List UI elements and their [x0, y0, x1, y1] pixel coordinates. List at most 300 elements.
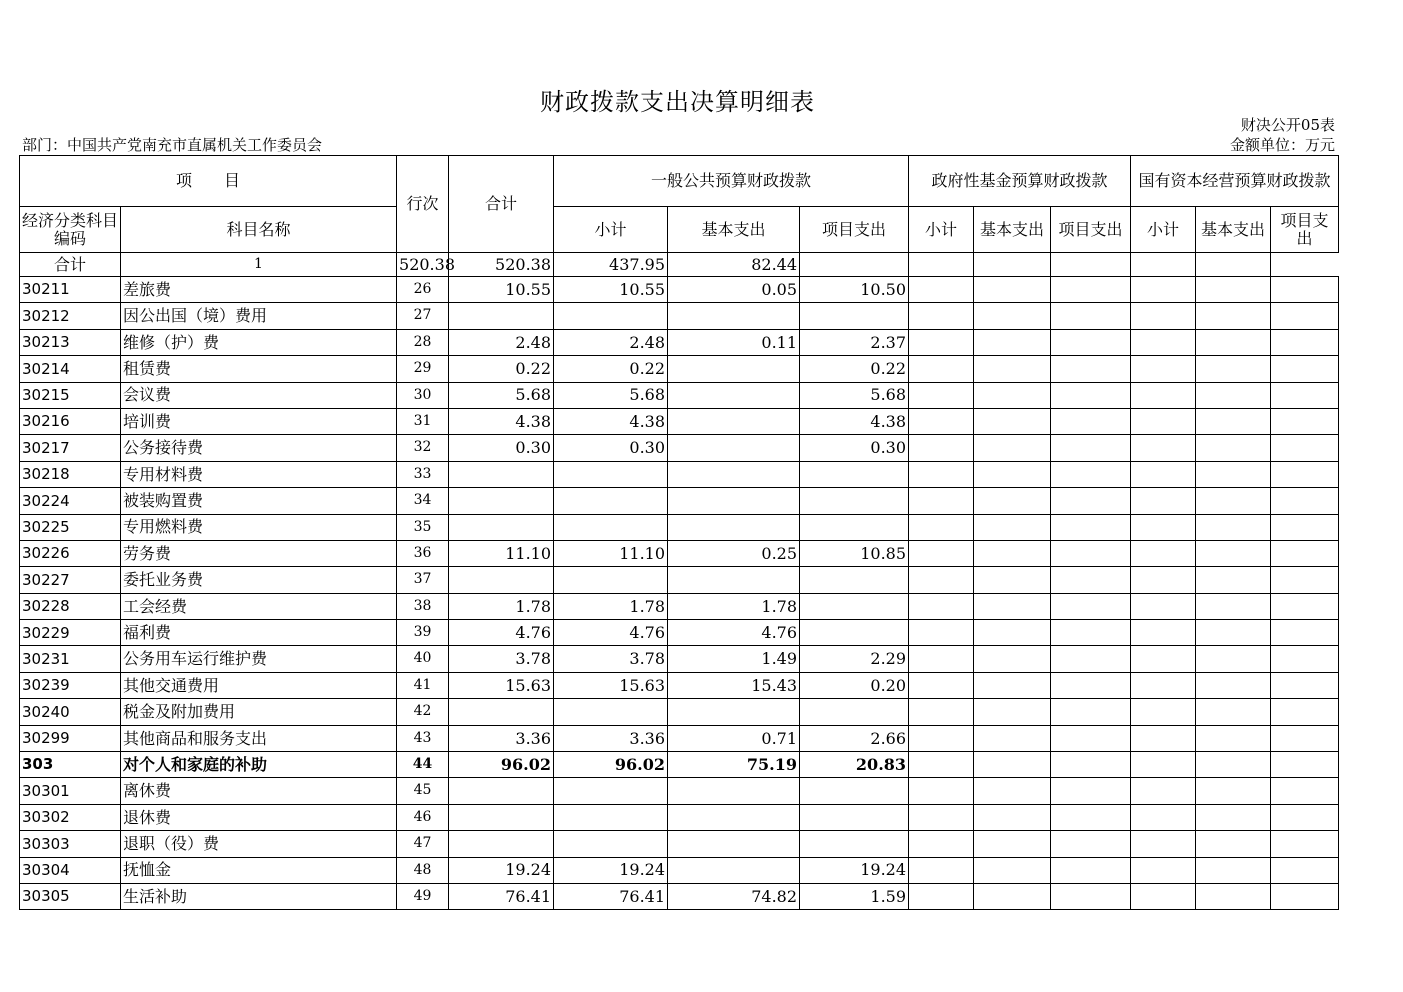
cell-sc-subtotal	[1131, 831, 1196, 857]
cell-gf-basic	[974, 567, 1051, 593]
cell-project: 0.20	[800, 672, 909, 698]
cell-subtotal: 1.78	[554, 593, 668, 619]
cell-basic	[668, 356, 800, 382]
cell-code: 30305	[20, 883, 121, 909]
cell-gf-basic	[974, 620, 1051, 646]
report-title: 财政拨款支出决算明细表	[540, 88, 815, 116]
cell-gf-subtotal	[909, 461, 974, 487]
table-row	[20, 488, 1339, 514]
cell-gf-subtotal	[909, 646, 974, 672]
header-subtotal: 小计	[554, 207, 668, 253]
table-row	[20, 435, 1339, 461]
cell-gf-subtotal	[909, 593, 974, 619]
cell-gf-basic	[974, 883, 1051, 909]
cell-row-no: 48	[397, 857, 449, 883]
cell-name: 公务用车运行维护费	[121, 646, 397, 672]
cell-sc-basic	[1196, 672, 1271, 698]
cell-row-no: 37	[397, 567, 449, 593]
cell-gf-project	[1051, 752, 1131, 778]
cell-row-no: 46	[397, 804, 449, 830]
cell-gf-basic	[974, 857, 1051, 883]
cell-row-no: 27	[397, 303, 449, 329]
cell-project: 5.68	[800, 382, 909, 408]
cell-total: 4.38	[449, 408, 554, 434]
cell-sc-basic	[1196, 699, 1271, 725]
header-econ-code: 经济分类科目编码	[20, 207, 121, 253]
cell-gf-subtotal	[909, 540, 974, 566]
cell-basic	[668, 461, 800, 487]
cell-basic	[668, 382, 800, 408]
cell-name: 劳务费	[121, 540, 397, 566]
cell-sc-project	[1271, 804, 1339, 830]
cell-code: 30224	[20, 488, 121, 514]
cell-sc-project	[1271, 778, 1339, 804]
cell-gf-basic	[974, 540, 1051, 566]
department-label: 部门：中国共产党南充市直属机关工作委员会	[22, 136, 323, 154]
cell-gf-basic	[974, 303, 1051, 329]
header-total: 合计	[449, 156, 554, 253]
cell-sc-subtotal	[1131, 329, 1196, 355]
cell-sc-basic	[1196, 488, 1271, 514]
cell-subtotal: 96.02	[554, 752, 668, 778]
table-row	[20, 356, 1339, 382]
cell-sc-project	[1271, 752, 1339, 778]
cell-total: 11.10	[449, 540, 554, 566]
cell-sc-basic	[1196, 277, 1271, 303]
cell-sc-basic	[1196, 382, 1271, 408]
cell-total	[449, 778, 554, 804]
total-label: 合计	[20, 253, 121, 277]
cell-basic	[668, 408, 800, 434]
header-gf-project: 项目支出	[1051, 207, 1131, 253]
cell-sc-subtotal	[1131, 408, 1196, 434]
cell-gf-basic	[974, 435, 1051, 461]
cell-subtotal	[554, 488, 668, 514]
cell-gf-project	[1051, 593, 1131, 619]
cell-gf-basic	[974, 461, 1051, 487]
table-row	[20, 277, 1339, 303]
cell-sc-subtotal	[1131, 540, 1196, 566]
total-basic: 437.95	[554, 253, 668, 277]
cell-subtotal	[554, 804, 668, 830]
cell-name: 被装购置费	[121, 488, 397, 514]
cell-sc-basic	[1196, 356, 1271, 382]
cell-project	[800, 567, 909, 593]
cell-gf-basic	[974, 593, 1051, 619]
cell-sc-basic	[1196, 408, 1271, 434]
cell-code: 30239	[20, 672, 121, 698]
cell-gf-subtotal	[909, 778, 974, 804]
cell-basic: 4.76	[668, 620, 800, 646]
cell-sc-project	[1271, 672, 1339, 698]
cell-sc-project	[1271, 514, 1339, 540]
cell-subtotal: 11.10	[554, 540, 668, 566]
header-gov-fund: 政府性基金预算财政拨款	[909, 156, 1131, 207]
cell-sc-subtotal	[1131, 672, 1196, 698]
cell-total: 0.22	[449, 356, 554, 382]
cell-total: 1.78	[449, 593, 554, 619]
cell-gf-basic	[974, 672, 1051, 698]
cell-gf-project	[1051, 883, 1131, 909]
cell-sc-project	[1271, 303, 1339, 329]
cell-gf-project	[1051, 329, 1131, 355]
cell-project: 4.38	[800, 408, 909, 434]
cell-row-no: 36	[397, 540, 449, 566]
cell-basic	[668, 778, 800, 804]
cell-basic: 0.71	[668, 725, 800, 751]
header-project: 项目支出	[800, 207, 909, 253]
cell-subtotal	[554, 303, 668, 329]
cell-code: 30229	[20, 620, 121, 646]
cell-code: 30231	[20, 646, 121, 672]
table-row	[20, 778, 1339, 804]
cell-gf-project	[1051, 488, 1131, 514]
cell-gf-subtotal	[909, 514, 974, 540]
cell-gf-project	[1051, 382, 1131, 408]
cell-total: 15.63	[449, 672, 554, 698]
cell-gf-subtotal	[909, 408, 974, 434]
cell-row-no: 31	[397, 408, 449, 434]
cell-project: 10.85	[800, 540, 909, 566]
cell-gf-project	[1051, 461, 1131, 487]
cell-name: 专用材料费	[121, 461, 397, 487]
cell-gf-basic	[974, 752, 1051, 778]
cell-project	[800, 593, 909, 619]
cell-project	[800, 620, 909, 646]
cell-sc-basic	[1196, 725, 1271, 751]
cell-gf-basic	[974, 778, 1051, 804]
cell-project: 2.29	[800, 646, 909, 672]
cell-sc-subtotal	[1131, 752, 1196, 778]
cell-project	[800, 699, 909, 725]
cell-subtotal: 5.68	[554, 382, 668, 408]
cell-code: 30213	[20, 329, 121, 355]
table-row	[20, 540, 1339, 566]
cell-code: 30217	[20, 435, 121, 461]
cell-sc-project	[1271, 461, 1339, 487]
cell-subtotal: 0.22	[554, 356, 668, 382]
cell-sc-subtotal	[1131, 303, 1196, 329]
total-sc-project	[1196, 253, 1271, 277]
cell-row-no: 43	[397, 725, 449, 751]
cell-sc-basic	[1196, 303, 1271, 329]
total-row-no: 1	[121, 253, 397, 277]
cell-total: 2.48	[449, 329, 554, 355]
cell-gf-subtotal	[909, 831, 974, 857]
cell-name: 离休费	[121, 778, 397, 804]
cell-row-no: 30	[397, 382, 449, 408]
cell-row-no: 47	[397, 831, 449, 857]
cell-code: 30214	[20, 356, 121, 382]
cell-code: 30227	[20, 567, 121, 593]
cell-name: 专用燃料费	[121, 514, 397, 540]
cell-gf-project	[1051, 435, 1131, 461]
cell-gf-project	[1051, 277, 1131, 303]
cell-total: 5.68	[449, 382, 554, 408]
cell-sc-subtotal	[1131, 461, 1196, 487]
cell-sc-subtotal	[1131, 804, 1196, 830]
cell-sc-basic	[1196, 620, 1271, 646]
cell-total: 3.78	[449, 646, 554, 672]
cell-name: 工会经费	[121, 593, 397, 619]
cell-basic	[668, 804, 800, 830]
cell-subtotal: 0.30	[554, 435, 668, 461]
header-gf-basic: 基本支出	[974, 207, 1051, 253]
cell-gf-project	[1051, 356, 1131, 382]
cell-total	[449, 567, 554, 593]
cell-code: 30226	[20, 540, 121, 566]
cell-code: 30301	[20, 778, 121, 804]
cell-name: 因公出国（境）费用	[121, 303, 397, 329]
cell-basic: 75.19	[668, 752, 800, 778]
cell-sc-subtotal	[1131, 277, 1196, 303]
cell-code: 30303	[20, 831, 121, 857]
table-row	[20, 408, 1339, 434]
cell-gf-basic	[974, 408, 1051, 434]
cell-project: 2.37	[800, 329, 909, 355]
cell-name: 税金及附加费用	[121, 699, 397, 725]
cell-name: 租赁费	[121, 356, 397, 382]
cell-gf-subtotal	[909, 672, 974, 698]
cell-basic: 74.82	[668, 883, 800, 909]
cell-code: 30211	[20, 277, 121, 303]
cell-total: 0.30	[449, 435, 554, 461]
cell-sc-project	[1271, 329, 1339, 355]
cell-sc-subtotal	[1131, 646, 1196, 672]
cell-project: 1.59	[800, 883, 909, 909]
expenditure-table	[19, 155, 1339, 910]
cell-name: 退职（役）费	[121, 831, 397, 857]
cell-project	[800, 514, 909, 540]
cell-total: 76.41	[449, 883, 554, 909]
cell-sc-basic	[1196, 778, 1271, 804]
table-row	[20, 883, 1339, 909]
cell-basic: 15.43	[668, 672, 800, 698]
cell-sc-basic	[1196, 883, 1271, 909]
cell-basic: 0.05	[668, 277, 800, 303]
cell-gf-project	[1051, 303, 1131, 329]
cell-total	[449, 804, 554, 830]
cell-row-no: 32	[397, 435, 449, 461]
cell-subtotal: 10.55	[554, 277, 668, 303]
total-sc-basic	[1131, 253, 1196, 277]
cell-gf-project	[1051, 646, 1131, 672]
cell-basic: 1.49	[668, 646, 800, 672]
cell-gf-project	[1051, 831, 1131, 857]
cell-gf-project	[1051, 804, 1131, 830]
cell-subtotal: 19.24	[554, 857, 668, 883]
cell-row-no: 49	[397, 883, 449, 909]
cell-sc-subtotal	[1131, 435, 1196, 461]
total-gf-subtotal	[800, 253, 909, 277]
cell-project: 2.66	[800, 725, 909, 751]
header-sc-basic: 基本支出	[1196, 207, 1271, 253]
cell-project: 10.50	[800, 277, 909, 303]
header-item: 项 目	[20, 156, 397, 207]
cell-subtotal	[554, 567, 668, 593]
cell-gf-project	[1051, 725, 1131, 751]
total-project: 82.44	[668, 253, 800, 277]
cell-project: 0.22	[800, 356, 909, 382]
cell-sc-subtotal	[1131, 883, 1196, 909]
cell-gf-subtotal	[909, 382, 974, 408]
cell-name: 对个人和家庭的补助	[121, 752, 397, 778]
header-general-budget: 一般公共预算财政拨款	[554, 156, 909, 207]
cell-row-no: 44	[397, 752, 449, 778]
cell-subtotal: 76.41	[554, 883, 668, 909]
total-row	[20, 253, 1339, 277]
cell-sc-basic	[1196, 567, 1271, 593]
cell-gf-project	[1051, 672, 1131, 698]
cell-total: 3.36	[449, 725, 554, 751]
cell-subtotal	[554, 699, 668, 725]
amount-unit: 金额单位：万元	[1229, 136, 1335, 154]
cell-gf-subtotal	[909, 620, 974, 646]
cell-sc-subtotal	[1131, 725, 1196, 751]
cell-gf-subtotal	[909, 329, 974, 355]
cell-name: 生活补助	[121, 883, 397, 909]
cell-sc-subtotal	[1131, 382, 1196, 408]
cell-gf-subtotal	[909, 699, 974, 725]
cell-row-no: 29	[397, 356, 449, 382]
cell-total	[449, 514, 554, 540]
cell-sc-basic	[1196, 593, 1271, 619]
table-row	[20, 461, 1339, 487]
cell-gf-subtotal	[909, 488, 974, 514]
cell-row-no: 38	[397, 593, 449, 619]
header-basic: 基本支出	[668, 207, 800, 253]
table-row	[20, 804, 1339, 830]
cell-name: 会议费	[121, 382, 397, 408]
cell-basic: 1.78	[668, 593, 800, 619]
cell-sc-project	[1271, 435, 1339, 461]
header-state-capital: 国有资本经营预算财政拨款	[1131, 156, 1339, 207]
cell-gf-project	[1051, 778, 1131, 804]
cell-gf-basic	[974, 725, 1051, 751]
cell-row-no: 40	[397, 646, 449, 672]
cell-gf-project	[1051, 699, 1131, 725]
total-subtotal: 520.38	[449, 253, 554, 277]
cell-name: 培训费	[121, 408, 397, 434]
cell-subtotal	[554, 461, 668, 487]
form-number: 财决公开05表	[1240, 116, 1335, 134]
cell-name: 福利费	[121, 620, 397, 646]
table-row	[20, 514, 1339, 540]
cell-basic	[668, 435, 800, 461]
cell-code: 30215	[20, 382, 121, 408]
cell-basic: 0.11	[668, 329, 800, 355]
table-row	[20, 593, 1339, 619]
cell-code: 30216	[20, 408, 121, 434]
cell-gf-subtotal	[909, 356, 974, 382]
cell-sc-subtotal	[1131, 699, 1196, 725]
cell-sc-project	[1271, 725, 1339, 751]
cell-subtotal	[554, 831, 668, 857]
cell-subtotal: 4.38	[554, 408, 668, 434]
cell-project	[800, 831, 909, 857]
cell-subtotal: 3.78	[554, 646, 668, 672]
cell-basic	[668, 488, 800, 514]
cell-row-no: 33	[397, 461, 449, 487]
cell-basic	[668, 857, 800, 883]
cell-sc-subtotal	[1131, 514, 1196, 540]
cell-name: 维修（护）费	[121, 329, 397, 355]
cell-gf-project	[1051, 620, 1131, 646]
cell-row-no: 39	[397, 620, 449, 646]
cell-total	[449, 831, 554, 857]
cell-gf-subtotal	[909, 567, 974, 593]
cell-gf-basic	[974, 329, 1051, 355]
cell-gf-project	[1051, 567, 1131, 593]
cell-total	[449, 699, 554, 725]
cell-gf-project	[1051, 514, 1131, 540]
cell-row-no: 34	[397, 488, 449, 514]
cell-sc-subtotal	[1131, 593, 1196, 619]
cell-gf-subtotal	[909, 277, 974, 303]
cell-project	[800, 804, 909, 830]
header-gf-subtotal: 小计	[909, 207, 974, 253]
cell-subtotal: 4.76	[554, 620, 668, 646]
cell-total: 19.24	[449, 857, 554, 883]
cell-sc-basic	[1196, 540, 1271, 566]
cell-code: 30302	[20, 804, 121, 830]
cell-sc-subtotal	[1131, 857, 1196, 883]
cell-gf-project	[1051, 408, 1131, 434]
cell-code: 303	[20, 752, 121, 778]
cell-basic	[668, 303, 800, 329]
cell-sc-basic	[1196, 752, 1271, 778]
cell-name: 其他商品和服务支出	[121, 725, 397, 751]
cell-gf-basic	[974, 488, 1051, 514]
cell-basic	[668, 699, 800, 725]
cell-sc-project	[1271, 277, 1339, 303]
table-row	[20, 857, 1339, 883]
cell-name: 差旅费	[121, 277, 397, 303]
cell-sc-basic	[1196, 329, 1271, 355]
cell-total: 4.76	[449, 620, 554, 646]
cell-sc-basic	[1196, 857, 1271, 883]
cell-name: 委托业务费	[121, 567, 397, 593]
cell-row-no: 45	[397, 778, 449, 804]
cell-sc-project	[1271, 883, 1339, 909]
cell-gf-subtotal	[909, 883, 974, 909]
cell-gf-subtotal	[909, 857, 974, 883]
cell-sc-subtotal	[1131, 488, 1196, 514]
cell-code: 30218	[20, 461, 121, 487]
cell-name: 公务接待费	[121, 435, 397, 461]
cell-gf-basic	[974, 804, 1051, 830]
cell-gf-basic	[974, 356, 1051, 382]
cell-code: 30240	[20, 699, 121, 725]
cell-subtotal: 3.36	[554, 725, 668, 751]
cell-sc-project	[1271, 699, 1339, 725]
cell-gf-basic	[974, 699, 1051, 725]
cell-sc-project	[1271, 593, 1339, 619]
cell-gf-project	[1051, 540, 1131, 566]
cell-gf-subtotal	[909, 435, 974, 461]
cell-sc-project	[1271, 408, 1339, 434]
cell-sc-basic	[1196, 646, 1271, 672]
cell-sc-project	[1271, 857, 1339, 883]
cell-project	[800, 778, 909, 804]
cell-gf-basic	[974, 514, 1051, 540]
cell-total	[449, 303, 554, 329]
cell-project	[800, 461, 909, 487]
table-row	[20, 725, 1339, 751]
cell-sc-project	[1271, 567, 1339, 593]
cell-gf-subtotal	[909, 725, 974, 751]
cell-sc-project	[1271, 540, 1339, 566]
